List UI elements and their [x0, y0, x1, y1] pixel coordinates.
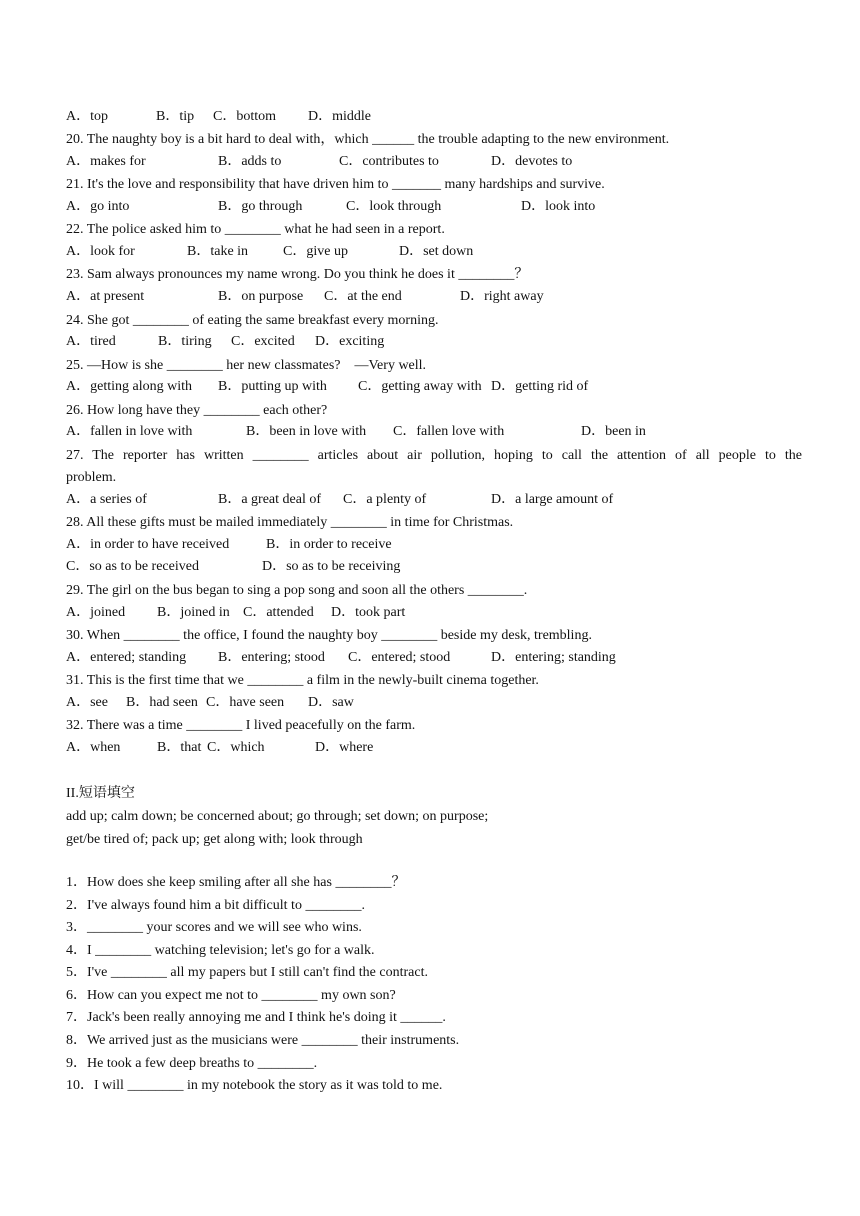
answer-option: D．exciting: [315, 334, 385, 349]
text-line: 20. The naughty boy is a bit hard to deal with，which ______ the trouble adapting to the new environment.: [66, 132, 670, 147]
text-line: add up; calm down; be concerned about; go through; set down; on purpose;: [66, 809, 489, 824]
answer-option: D．entering; standing: [491, 650, 616, 665]
text-line: 5．I've ________ all my papers but I still can't find the contract.: [66, 965, 428, 980]
text-line: 25. —How is she ________ her new classmates? —Very well.: [66, 358, 427, 373]
answer-option: A．getting along with: [66, 379, 192, 394]
answer-option: B．a great deal of: [218, 492, 322, 507]
answer-option: D．devotes to: [491, 154, 573, 169]
text-line: 21. It's the love and responsibility that have driven him to _______ many hardships and survive.: [66, 177, 605, 192]
answer-option: C．entered; stood: [348, 650, 451, 665]
text-line: II.短语填空: [66, 786, 135, 801]
text-line: 32. There was a time ________ I lived peacefully on the farm.: [66, 718, 416, 733]
answer-option: B．joined in: [157, 605, 230, 620]
answer-option: C．getting away with: [358, 379, 482, 394]
text-line: 29. The girl on the bus began to sing a pop song and soon all the others ________.: [66, 583, 528, 598]
text-line: 8．We arrived just as the musicians were ________ their instruments.: [66, 1033, 460, 1048]
answer-option: D．saw: [308, 695, 354, 710]
answer-option: B．entering; stood: [218, 650, 325, 665]
text-line: 24. She got ________ of eating the same breakfast every morning.: [66, 313, 439, 328]
answer-option: A．look for: [66, 244, 135, 259]
answer-option: A．joined: [66, 605, 126, 620]
text-line: 1．How does she keep smiling after all she has ________？: [66, 875, 406, 890]
text-line: 2．I've always found him a bit difficult to ________.: [66, 898, 365, 913]
text-line: 28. All these gifts must be mailed immediately ________ in time for Christmas.: [66, 515, 514, 530]
answer-option: C．at the end: [324, 289, 402, 304]
text-line: 4．I ________ watching television; let's go for a walk.: [66, 943, 375, 958]
answer-option: B．had seen: [126, 695, 198, 710]
answer-option: D．look into: [521, 199, 596, 214]
answer-option: C．excited: [231, 334, 295, 349]
answer-option: B．adds to: [218, 154, 282, 169]
text-line: get/be tired of; pack up; get along with; look through: [66, 832, 363, 847]
answer-option: A．in order to have received: [66, 537, 230, 552]
answer-option: A．top: [66, 109, 108, 124]
answer-option: C．which: [207, 740, 265, 755]
text-line: problem.: [66, 470, 117, 485]
answer-option: D．so as to be receiving: [262, 559, 401, 574]
text-line: 27. The reporter has written ________ articles about air pollution, hoping to call the attention of all people to the: [66, 448, 802, 463]
answer-option: B．in order to receive: [266, 537, 392, 552]
answer-option: A．tired: [66, 334, 116, 349]
answer-option: B．go through: [218, 199, 303, 214]
answer-option: C．bottom: [213, 109, 277, 124]
text-line: 7．Jack's been really annoying me and I think he's doing it ______.: [66, 1010, 446, 1025]
answer-option: D．right away: [460, 289, 544, 304]
answer-option: C．attended: [243, 605, 314, 620]
answer-option: C．contributes to: [339, 154, 439, 169]
answer-option: D．middle: [308, 109, 371, 124]
text-line: 31. This is the first time that we ________ a film in the newly-built cinema together.: [66, 673, 539, 688]
text-line: 3．________ your scores and we will see who wins.: [66, 920, 362, 935]
text-line: 26. How long have they ________ each other?: [66, 403, 328, 418]
answer-option: B．on purpose: [218, 289, 304, 304]
text-line: 23. Sam always pronounces my name wrong. Do you think he does it ________？: [66, 267, 529, 282]
text-line: 10．I will ________ in my notebook the story as it was told to me.: [66, 1078, 443, 1093]
answer-option: D．took part: [331, 605, 406, 620]
answer-option: B．been in love with: [246, 424, 367, 439]
text-line: 22. The police asked him to ________ what he had seen in a report.: [66, 222, 445, 237]
answer-option: A．go into: [66, 199, 130, 214]
answer-option: C．a plenty of: [343, 492, 427, 507]
text-line: 6．How can you expect me not to ________ my own son?: [66, 988, 396, 1003]
answer-option: A．fallen in love with: [66, 424, 193, 439]
answer-option: A．at present: [66, 289, 145, 304]
answer-option: B．that: [157, 740, 202, 755]
answer-option: C．have seen: [206, 695, 285, 710]
answer-option: A．entered; standing: [66, 650, 187, 665]
answer-option: B．tip: [156, 109, 195, 124]
answer-option: C．give up: [283, 244, 348, 259]
answer-option: D．been in: [581, 424, 646, 439]
answer-option: C．fallen love with: [393, 424, 505, 439]
answer-option: B．tiring: [158, 334, 212, 349]
answer-option: D．set down: [399, 244, 474, 259]
answer-option: C．look through: [346, 199, 442, 214]
answer-option: A．a series of: [66, 492, 147, 507]
answer-option: B．putting up with: [218, 379, 327, 394]
answer-option: A．makes for: [66, 154, 146, 169]
answer-option: D．getting rid of: [491, 379, 589, 394]
text-line: 9．He took a few deep breaths to ________.: [66, 1056, 318, 1071]
answer-option: A．when: [66, 740, 121, 755]
text-line: 30. When ________ the office, I found the naughty boy ________ beside my desk, trembling.: [66, 628, 592, 643]
answer-option: D．where: [315, 740, 374, 755]
answer-option: A．see: [66, 695, 108, 710]
answer-option: C．so as to be received: [66, 559, 199, 574]
answer-option: B．take in: [187, 244, 249, 259]
answer-option: D．a large amount of: [491, 492, 614, 507]
